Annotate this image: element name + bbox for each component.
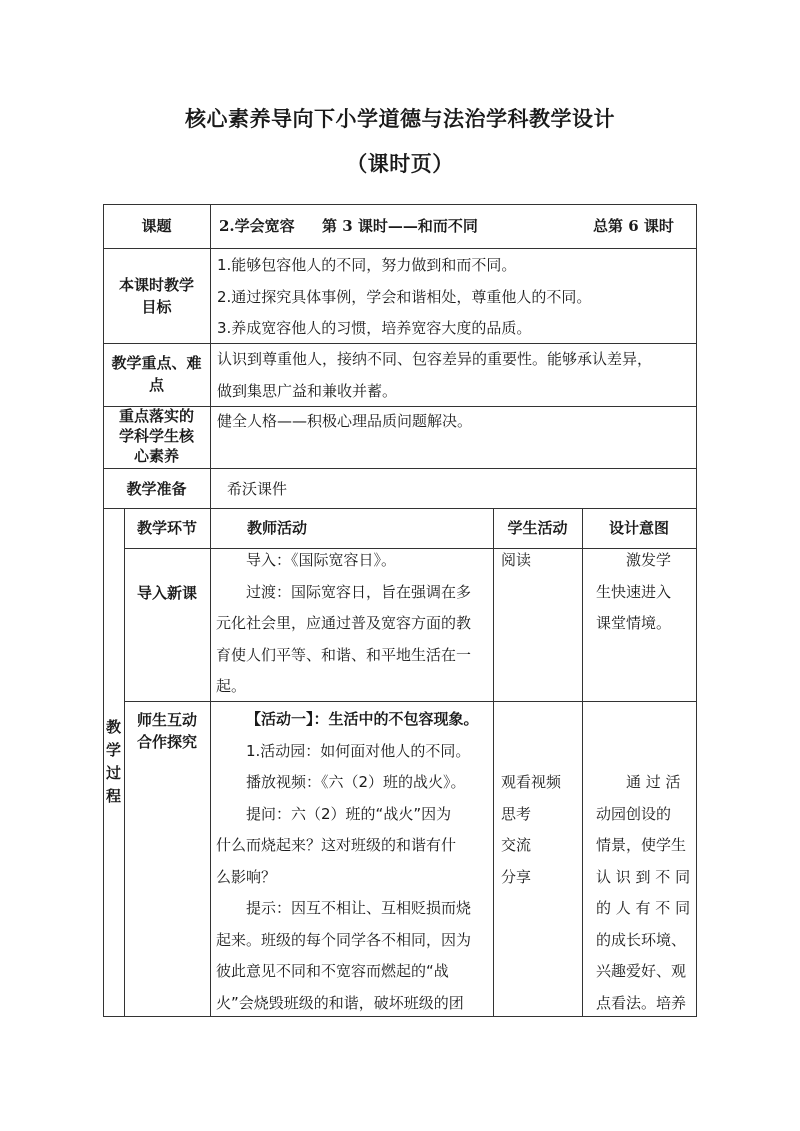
header-teacher: 教师活动 (247, 519, 308, 537)
intro-teacher-line: 过渡：国际宽容日，旨在强调在多 (246, 582, 472, 601)
explore-student-line: 观看视频 (501, 773, 562, 791)
header-stage: 教学环节 (136, 519, 197, 537)
core-literacy-text: 健全人格——积极心理品质问题解决。 (217, 412, 473, 430)
explore-teacher-line: 播放视频：《六（2）班的战火》。 (246, 773, 466, 791)
row-divider (103, 508, 697, 509)
explore-teacher-line: 1.活动园：如何面对他人的不同。 (246, 741, 471, 760)
key-points-text (217, 344, 692, 407)
header-intent: 设计意图 (608, 519, 669, 537)
key-points-line: 认识到尊重他人，接纳不同、包容差异的重要性。能够承认差异， (217, 350, 653, 368)
objective-item: 1.能够包容他人的不同，努力做到和而不同。 (217, 256, 517, 274)
explore-teacher-line: 么影响？ (216, 867, 277, 886)
explore-intent-line: 的 人 有 不 同 (596, 899, 691, 917)
process-side-char: 教 (105, 718, 121, 736)
table-border-left (103, 204, 104, 1017)
key-points-label-line: 点 (148, 376, 164, 394)
objectives-label (103, 274, 210, 318)
process-side-char: 程 (105, 787, 121, 805)
intro-teacher-line: 起。 (216, 677, 247, 695)
explore-design-intent (596, 767, 694, 1019)
core-literacy-label-line: 学科学生核 (118, 427, 194, 445)
core-literacy-label-line: 心素养 (133, 447, 179, 465)
explore-intent-line: 动园创设的 (596, 804, 672, 823)
intro-intent-line: 生快速进入 (596, 582, 672, 601)
row-divider (103, 468, 697, 469)
objectives-label-line: 目标 (141, 298, 172, 316)
core-literacy-label-line: 重点落实的 (118, 407, 194, 425)
objective-item: 2.通过探究具体事例，学会和谐相处，尊重他人的不同。 (217, 287, 592, 306)
row-divider (103, 248, 697, 249)
lesson-plan-table (103, 204, 697, 1017)
explore-teacher-line: 【活动一】：生活中的不包容现象。 (246, 710, 479, 728)
stage-column-divider (210, 508, 211, 1017)
intro-design-intent (596, 545, 694, 640)
intro-teacher-line: 导入：《国际宽容日》。 (246, 551, 397, 569)
objectives-list (217, 250, 692, 345)
intro-intent-line: 课堂情境。 (596, 614, 672, 632)
explore-stage-line: 合作探究 (136, 733, 197, 751)
explore-teacher-line: 起来。班级的每个同学各不相同，因为 (216, 930, 472, 949)
label-column-divider (210, 204, 211, 508)
teacher-column-divider (493, 508, 494, 1017)
explore-intent-line: 点看法。培养 (596, 993, 687, 1012)
table-border-right (696, 204, 697, 1017)
intro-teacher-line: 元化社会里，应通过普及宽容方面的教 (216, 614, 472, 632)
objectives-label-line: 本课时教学 (118, 276, 194, 294)
intro-intent-line: 激发学 (626, 551, 672, 569)
explore-student-line: 分享 (501, 867, 532, 886)
page-subtitle: （课时页） (346, 152, 454, 176)
explore-teacher-line: 提问：六（2）班的“战火”因为 (246, 804, 452, 823)
objective-item: 3.养成宽容他人的习惯，培养宽容大度的品质。 (217, 319, 532, 337)
key-points-label-line: 教学重点、难 (111, 354, 202, 372)
student-column-divider (582, 508, 583, 1017)
explore-teacher-line: 什么而烧起来？这对班级的和谐有什 (216, 836, 457, 854)
explore-teacher-line: 提示：因互不相让、互相贬损而烧 (246, 899, 472, 917)
preparation-label: 教学准备 (126, 480, 187, 498)
intro-stage: 导入新课 (136, 584, 197, 602)
explore-student-line: 交流 (501, 836, 532, 854)
explore-teacher-line: 火”会烧毁班级的和谐，破坏班级的团 (216, 993, 464, 1012)
process-side-label (103, 716, 124, 808)
explore-student-activity (501, 767, 561, 893)
key-points-line: 做到集思广益和兼收并蓄。 (217, 381, 398, 400)
explore-intent-line: 通 过 活 (626, 773, 681, 791)
explore-intent-line: 情景，使学生 (596, 836, 687, 854)
explore-intent-line: 兴趣爱好、观 (596, 962, 687, 980)
explore-intent-line: 的成长环境、 (596, 930, 687, 949)
explore-intent-line: 认 识 到 不 同 (596, 867, 691, 886)
page-title: 核心素养导向下小学道德与法治学科教学设计 (185, 107, 615, 131)
intro-teacher-line: 育使人们平等、和谐、和平地生活在一 (216, 645, 472, 664)
preparation-text: 希沃课件 (227, 480, 288, 498)
explore-stage (124, 709, 210, 753)
table-border-top (103, 204, 697, 205)
intro-teacher-activity (216, 545, 491, 703)
header-student: 学生活动 (507, 519, 568, 537)
lesson-total: 总第 6 课时 (593, 217, 674, 235)
key-points-label (103, 352, 210, 396)
lesson-topic: 2.学会宽容 (219, 217, 295, 235)
lesson-label: 课题 (141, 217, 172, 235)
explore-teacher-activity (216, 704, 491, 1019)
lesson-session: 第 3 课时——和而不同 (322, 217, 478, 235)
process-side-char: 学 (105, 741, 121, 759)
explore-teacher-line: 彼此意见不同和不宽容而燃起的“战 (216, 962, 449, 980)
explore-stage-line: 师生互动 (136, 711, 197, 729)
core-literacy-label (103, 406, 210, 466)
explore-student-line: 思考 (501, 804, 532, 823)
process-side-char: 过 (105, 764, 121, 782)
intro-student-activity: 阅读 (501, 551, 532, 569)
